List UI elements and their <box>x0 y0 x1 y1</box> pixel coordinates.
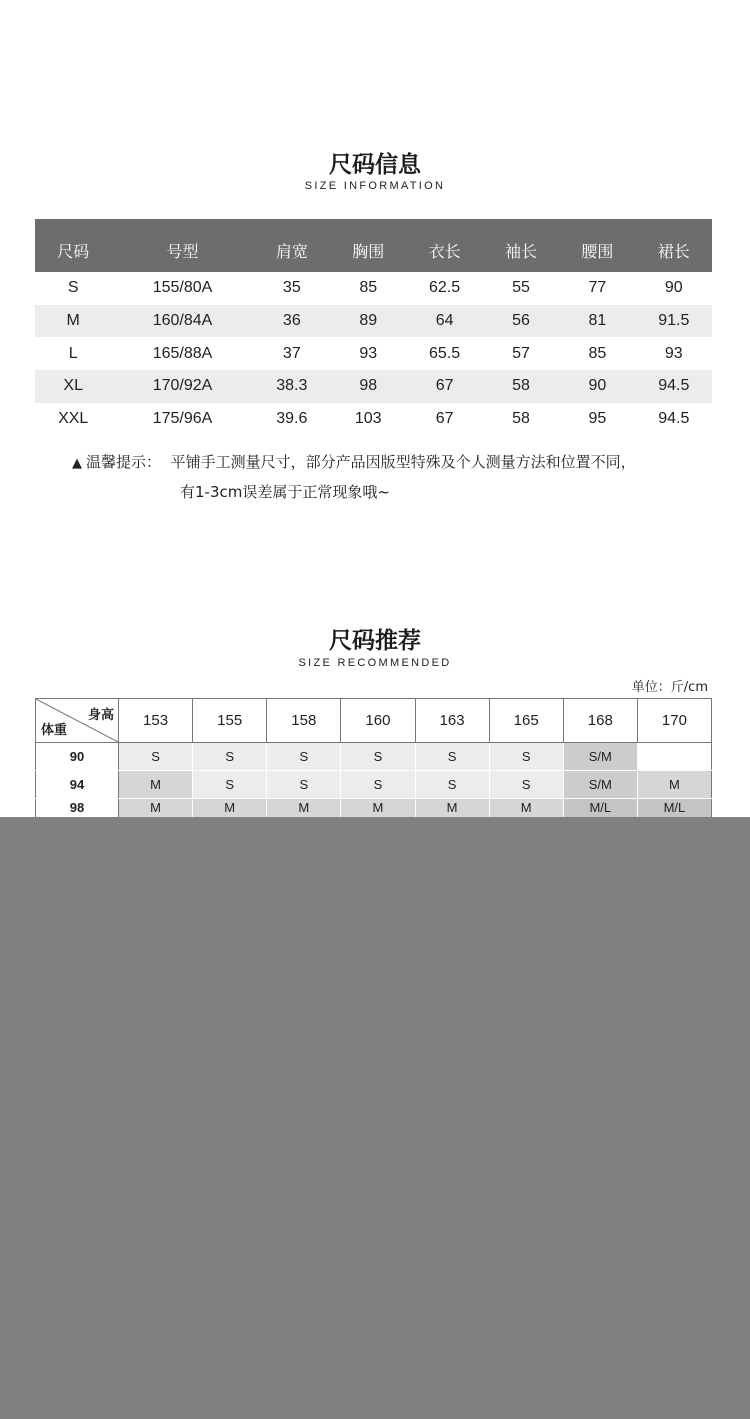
column-header: 尺码 <box>35 219 111 272</box>
table-cell: 77 <box>588 279 607 297</box>
size-cell: S <box>341 743 415 771</box>
gray-overlay <box>0 817 750 1419</box>
table-cell: 94.5 <box>636 370 712 403</box>
size-cell: S <box>193 743 267 771</box>
size-cell: M <box>489 799 563 829</box>
note-line-1: 平铺手工测量尺寸，部分产品因版型特殊及个人测量方法和位置不同， <box>170 453 636 471</box>
corner-header <box>36 699 119 743</box>
unit-label: 单位：斤/cm <box>631 680 708 695</box>
height-header: 168 <box>563 699 637 743</box>
table-cell: 90 <box>559 370 635 403</box>
note-label: 温馨提示： <box>86 453 162 471</box>
size-cell: S <box>489 743 563 771</box>
table-cell: 81 <box>559 305 635 338</box>
size-cell: M <box>341 799 415 829</box>
column-header: 腰围 <box>559 219 635 272</box>
weight-cell: 98 <box>36 799 119 829</box>
size-cell: M <box>119 771 193 799</box>
table-cell: 65.5 <box>429 344 461 362</box>
height-header: 158 <box>267 699 341 743</box>
table-row <box>36 771 712 799</box>
size-cell: M/L <box>563 799 637 829</box>
weight-label: 体重 <box>41 723 68 738</box>
size-cell: S <box>489 771 563 799</box>
height-header: 165 <box>489 699 563 743</box>
size-cell: M <box>267 799 341 829</box>
size-recommend-table <box>35 698 712 829</box>
table-cell: 36 <box>254 305 330 338</box>
table-cell: 170/92A <box>111 370 253 403</box>
height-header: 155 <box>193 699 267 743</box>
table-cell: 64 <box>406 305 482 338</box>
height-header: 170 <box>637 699 711 743</box>
size-info-subtitle: SIZE INFORMATION <box>304 180 446 192</box>
table-cell: 103 <box>354 410 382 428</box>
table-cell: 85 <box>588 344 607 362</box>
table-row <box>35 272 712 305</box>
size-cell: S <box>415 771 489 799</box>
size-cell <box>637 743 711 771</box>
table-cell: 56 <box>483 305 559 338</box>
table-cell: 89 <box>330 305 406 338</box>
size-cell: S <box>267 771 341 799</box>
size-info-table <box>35 219 712 435</box>
table-cell: 38.3 <box>254 370 330 403</box>
height-header: 160 <box>341 699 415 743</box>
measurement-note <box>72 448 636 507</box>
table-cell: 62.5 <box>429 279 461 297</box>
size-cell: M <box>415 799 489 829</box>
size-info-title: 尺码信息 <box>329 152 421 178</box>
column-header: 袖长 <box>483 219 559 272</box>
table-cell: 35 <box>282 279 301 297</box>
size-cell: S/M <box>563 743 637 771</box>
table-cell: 165/88A <box>152 344 213 362</box>
weight-cell: 94 <box>36 771 119 799</box>
size-cell: S <box>267 743 341 771</box>
table-cell: S <box>67 279 79 297</box>
size-cell: S <box>415 743 489 771</box>
column-header: 肩宽 <box>254 219 330 272</box>
table-cell: 175/96A <box>152 410 213 428</box>
table-cell: 85 <box>359 279 378 297</box>
column-header: 号型 <box>111 219 253 272</box>
table-cell: 57 <box>512 344 530 362</box>
table-cell: 91.5 <box>636 305 712 338</box>
size-cell: S <box>119 743 193 771</box>
size-cell: S <box>341 771 415 799</box>
table-cell: 58 <box>483 370 559 403</box>
column-header: 衣长 <box>406 219 482 272</box>
table-row <box>35 370 712 403</box>
table-cell: 37 <box>282 344 301 362</box>
table-cell: 58 <box>512 410 530 428</box>
table-cell: 160/84A <box>111 305 253 338</box>
table-row <box>35 305 712 338</box>
table-cell: 93 <box>664 344 683 362</box>
table-cell: M <box>35 305 111 338</box>
note-line-2: 有1-3cm误差属于正常现象哦~ <box>180 483 390 501</box>
weight-cell: 90 <box>36 743 119 771</box>
table-cell: 155/80A <box>152 279 213 297</box>
size-cell: M <box>637 771 711 799</box>
table-cell: 90 <box>664 279 683 297</box>
table-cell: 94.5 <box>658 410 690 428</box>
table-cell: 93 <box>359 344 378 362</box>
table-row <box>35 337 712 370</box>
table-cell: 55 <box>512 279 530 297</box>
height-label: 身高 <box>87 708 114 723</box>
size-rec-subtitle: SIZE RECOMMENDED <box>298 657 452 669</box>
size-cell: S/M <box>563 771 637 799</box>
column-header: 裙长 <box>636 219 712 272</box>
table-cell: XXL <box>58 410 89 428</box>
size-cell: M <box>193 799 267 829</box>
table-cell: XL <box>35 370 111 403</box>
table-cell: 67 <box>406 370 482 403</box>
height-header: 163 <box>415 699 489 743</box>
height-header: 153 <box>119 699 193 743</box>
table-cell: L <box>68 344 78 362</box>
table-row <box>35 403 712 436</box>
table-cell: 39.6 <box>276 410 308 428</box>
size-cell: S <box>193 771 267 799</box>
table-cell: 98 <box>330 370 406 403</box>
size-cell: M/L <box>637 799 711 829</box>
warning-icon: ▲ <box>72 456 82 471</box>
column-header: 胸围 <box>330 219 406 272</box>
table-row <box>36 743 712 771</box>
table-cell: 95 <box>588 410 607 428</box>
size-rec-title: 尺码推荐 <box>329 628 421 654</box>
table-cell: 67 <box>435 410 454 428</box>
size-cell: M <box>119 799 193 829</box>
